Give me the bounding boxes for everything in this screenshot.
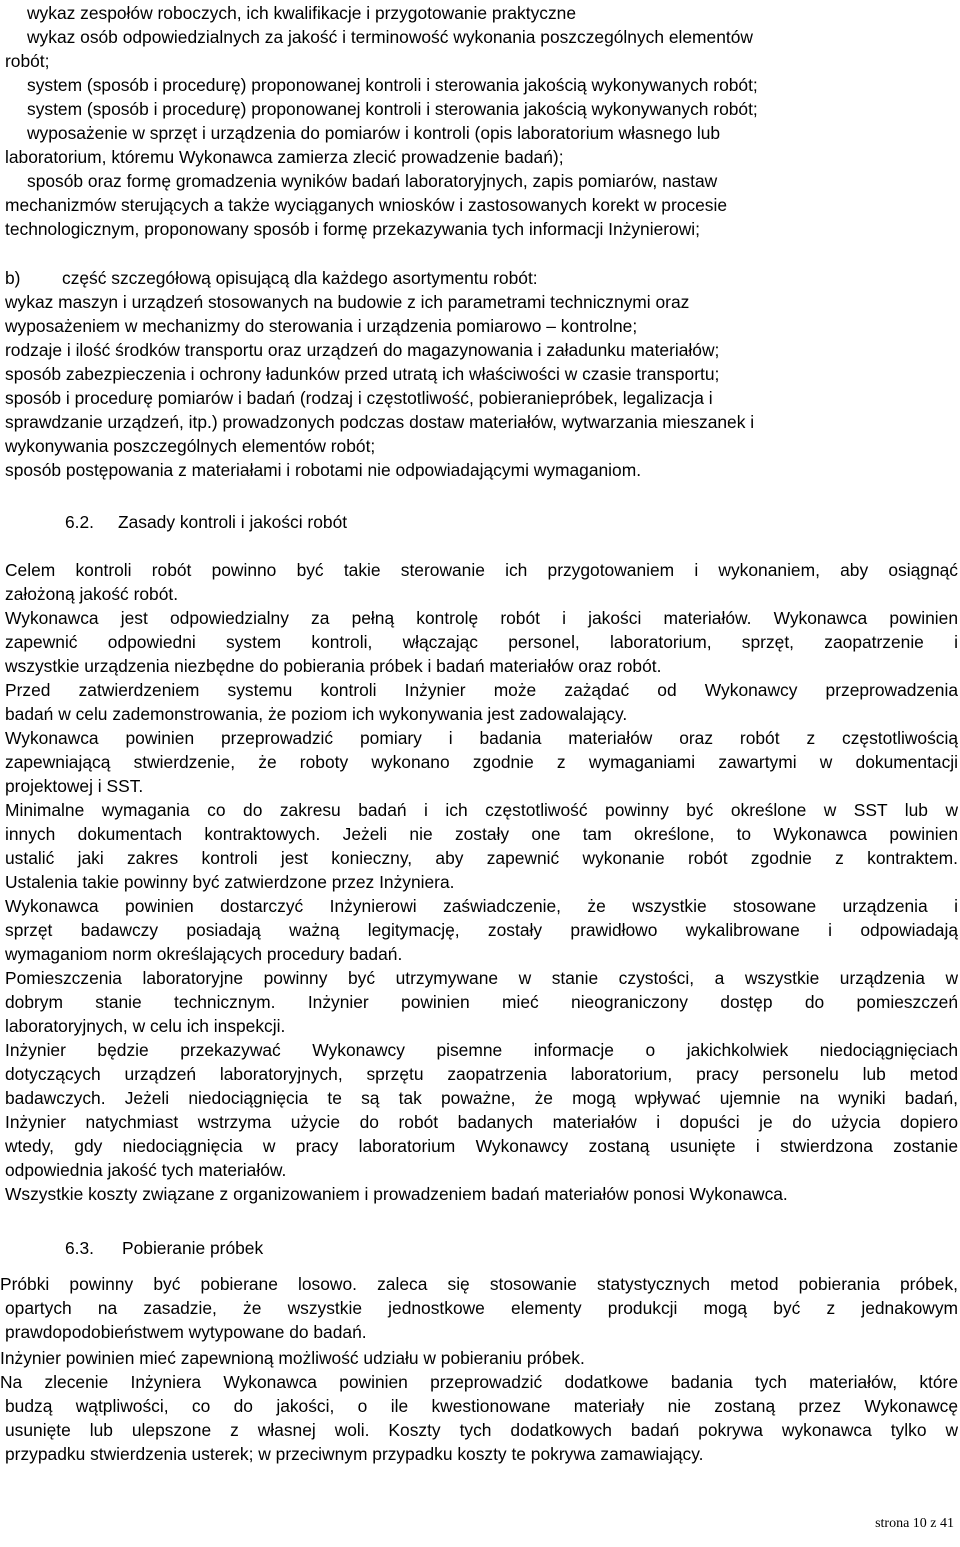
section-b-line: rodzaje i ilość środków transportu oraz urządzeń do magazynowania i załadunku materiałów; — [5, 340, 720, 360]
section-6-2-line: sprzęt badawczy posiadają ważną legitymację, zostały prawidłowo wykalibrowane i odpowiadają — [5, 920, 958, 940]
top-list-line: laboratorium, któremu Wykonawca zamierza zlecić prowadzenie badań); — [5, 147, 564, 167]
section-6-3-title: Pobieranie próbek — [122, 1238, 264, 1258]
section-6-2-line: Pomieszczenia laboratoryjne powinny być utrzymywane w stanie czystości, a wszystkie urządzenia w — [5, 968, 958, 988]
section-b-title: część szczegółową opisującą dla każdego asortymentu robót: — [62, 268, 538, 288]
section-b-line: sprawdzanie urządzeń, itp.) prowadzonych podczas dostaw materiałów, wytwarzania mieszanek i — [5, 412, 755, 432]
section-6-2-line: Wszystkie koszty związane z organizowaniem i prowadzeniem badań materiałów ponosi Wykonawca. — [5, 1184, 788, 1204]
top-list-line: wykaz osób odpowiedzialnych za jakość i terminowość wykonania poszczególnych elementów — [27, 27, 753, 47]
section-6-2-line: odpowiednia jakość tych materiałów. — [5, 1160, 287, 1180]
section-6-2-line: założoną jakość robót. — [5, 584, 179, 604]
section-6-2-title: Zasady kontroli i jakości robót — [118, 512, 348, 532]
top-list-line: sposób oraz formę gromadzenia wyników badań laboratoryjnych, zapis pomiarów, nastaw — [27, 171, 718, 191]
section-6-3-line: usunięte lub ulepszone z własnej woli. Koszty tych dodatkowych badań pokrywa wykonawca tylko w — [5, 1420, 958, 1440]
section-6-2-line: badań w celu zademonstrowania, że poziom ich wykonywania jest zadowalający. — [5, 704, 628, 724]
section-6-2-line: dobrym stanie technicznym. Inżynier powinien mieć nieograniczony dostęp do pomieszczeń — [5, 992, 958, 1012]
section-6-2-line: Inżynier będzie przekazywać Wykonawcy pisemne informacje o jakichkolwiek niedociągnięciach — [5, 1040, 958, 1060]
section-6-3-line: Inżynier powinien mieć zapewnioną możliwość udziału w pobieraniu próbek. — [0, 1348, 585, 1368]
section-6-3-line: opartych na zasadzie, że wszystkie jednostkowe elementy produkcji mogą być z jednakowym — [5, 1298, 958, 1318]
section-6-2-line: Ustalenia takie powinny być zatwierdzone przez Inżyniera. — [5, 872, 455, 892]
section-6-2-line: Inżynier natychmiast wstrzyma użycie do robót badanych materiałów i dopuści je do użycia dopiero — [5, 1112, 958, 1132]
section-6-3-line: Próbki powinny być pobierane losowo. zaleca się stosowanie statystycznych metod pobierania próbek, — [0, 1274, 958, 1294]
section-6-2-number: 6.2. — [65, 512, 95, 532]
section-6-2-line: Minimalne wymagania co do zakresu badań i ich częstotliwość powinny być określone w SST lub w — [5, 800, 958, 820]
section-6-2-line: Wykonawca powinien dostarczyć Inżynierowi zaświadczenie, że wszystkie stosowane urządzenia i — [5, 896, 958, 916]
section-6-2-line: wszystkie urządzenia niezbędne do pobierania próbek i badań materiałów oraz robót. — [5, 656, 662, 676]
top-list-line: wyposażenie w sprzęt i urządzenia do pomiarów i kontroli (opis laboratorium własnego lub — [27, 123, 721, 143]
top-list-line: mechanizmów sterujących a także wyciąganych wniosków i zastosowanych korekt w procesie — [5, 195, 728, 215]
section-b-line: wykonywania poszczególnych elementów robót; — [5, 436, 376, 456]
section-b-line: sposób postępowania z materiałami i robotami nie odpowiadającymi wymaganiom. — [5, 460, 642, 480]
section-6-2-line: Celem kontroli robót powinno być takie sterowanie ich przygotowaniem i wykonaniem, aby osiągnąć — [5, 560, 958, 580]
section-6-2-line: badawczych. Jeżeli niedociągnięcia te są tak poważne, że mogą wpływać ujemnie na wyniki badań, — [5, 1088, 958, 1108]
section-b-line: wykaz maszyn i urządzeń stosowanych na budowie z ich parametrami technicznymi oraz — [5, 292, 690, 312]
section-6-3-line: prawdopodobieństwem wytypowane do badań. — [5, 1322, 367, 1342]
section-b-line: wyposażeniem w mechanizmy do sterowania i urządzenia pomiarowo – kontrolne; — [5, 316, 638, 336]
section-b-label: b) — [5, 268, 21, 288]
section-6-2-line: Wykonawca jest odpowiedzialny za pełną kontrolę robót i jakości materiałów. Wykonawca powinien — [5, 608, 958, 628]
section-b-line: sposób i procedurę pomiarów i badań (rodzaj i częstotliwość, pobieraniepróbek, legalizacja i — [5, 388, 713, 408]
section-6-2-line: projektowej i SST. — [5, 776, 144, 796]
section-6-2-line: Przed zatwierdzeniem systemu kontroli Inżynier może zażądać od Wykonawcy przeprowadzenia — [5, 680, 958, 700]
section-6-2-line: dotyczących urządzeń laboratoryjnych, sprzętu zaopatrzenia laboratorium, pracy personelu lub metod — [5, 1064, 958, 1084]
section-6-3-number: 6.3. — [65, 1238, 95, 1258]
section-b-line: sposób zabezpieczenia i ochrony ładunków przed utratą ich właściwości w czasie transportu; — [5, 364, 720, 384]
top-list-line: system (sposób i procedurę) proponowanej kontroli i sterowania jakością wykonywanych robót; — [27, 75, 758, 95]
section-6-3-line: budzą wątpliwości, co do jakości, o ile kwestionowane materiały nie zostaną przez Wykonawcę — [5, 1396, 958, 1416]
section-6-3-line: przypadku stwierdzenia usterek; w przeciwnym przypadku koszty te pokrywa zamawiający. — [5, 1444, 704, 1464]
section-6-2-line: zapewniającą stwierdzenie, że roboty wykonano zgodnie z wymaganiami zawartymi w dokumentacji — [5, 752, 958, 772]
section-6-2-line: laboratoryjnych, w celu ich inspekcji. — [5, 1016, 286, 1036]
section-6-2-line: Wykonawca powinien przeprowadzić pomiary i badania materiałów oraz robót z częstotliwością — [5, 728, 958, 748]
section-6-2-line: innych dokumentach kontraktowych. Jeżeli nie zostały one tam określone, to Wykonawca powinien — [5, 824, 958, 844]
section-6-2-line: zapewnić odpowiedni system kontroli, włączając personel, laboratorium, sprzęt, zaopatrzenie i — [5, 632, 958, 652]
page-number: strona 10 z 41 — [875, 1516, 954, 1531]
top-list-line: wykaz zespołów roboczych, ich kwalifikacje i przygotowanie praktyczne — [27, 3, 577, 23]
section-6-3-line: Na zlecenie Inżyniera Wykonawca powinien przeprowadzić dodatkowe badania tych materiałów, które — [0, 1372, 958, 1392]
section-6-2-line: ustalić jaki zakres kontroli jest konieczny, aby zapewnić wykonanie robót zgodnie z kontraktem. — [5, 848, 958, 868]
top-list-line: robót; — [5, 51, 50, 71]
section-6-2-line: wtedy, gdy niedociągnięcia w pracy laboratorium Wykonawcy zostaną usunięte i stwierdzona zostanie — [5, 1136, 958, 1156]
top-list-line: system (sposób i procedurę) proponowanej kontroli i sterowania jakością wykonywanych robót; — [27, 99, 758, 119]
top-list-line: technologicznym, proponowany sposób i formę przekazywania tych informacji Inżynierowi; — [5, 219, 700, 239]
section-6-2-line: wymaganiom norm określających procedury badań. — [5, 944, 403, 964]
